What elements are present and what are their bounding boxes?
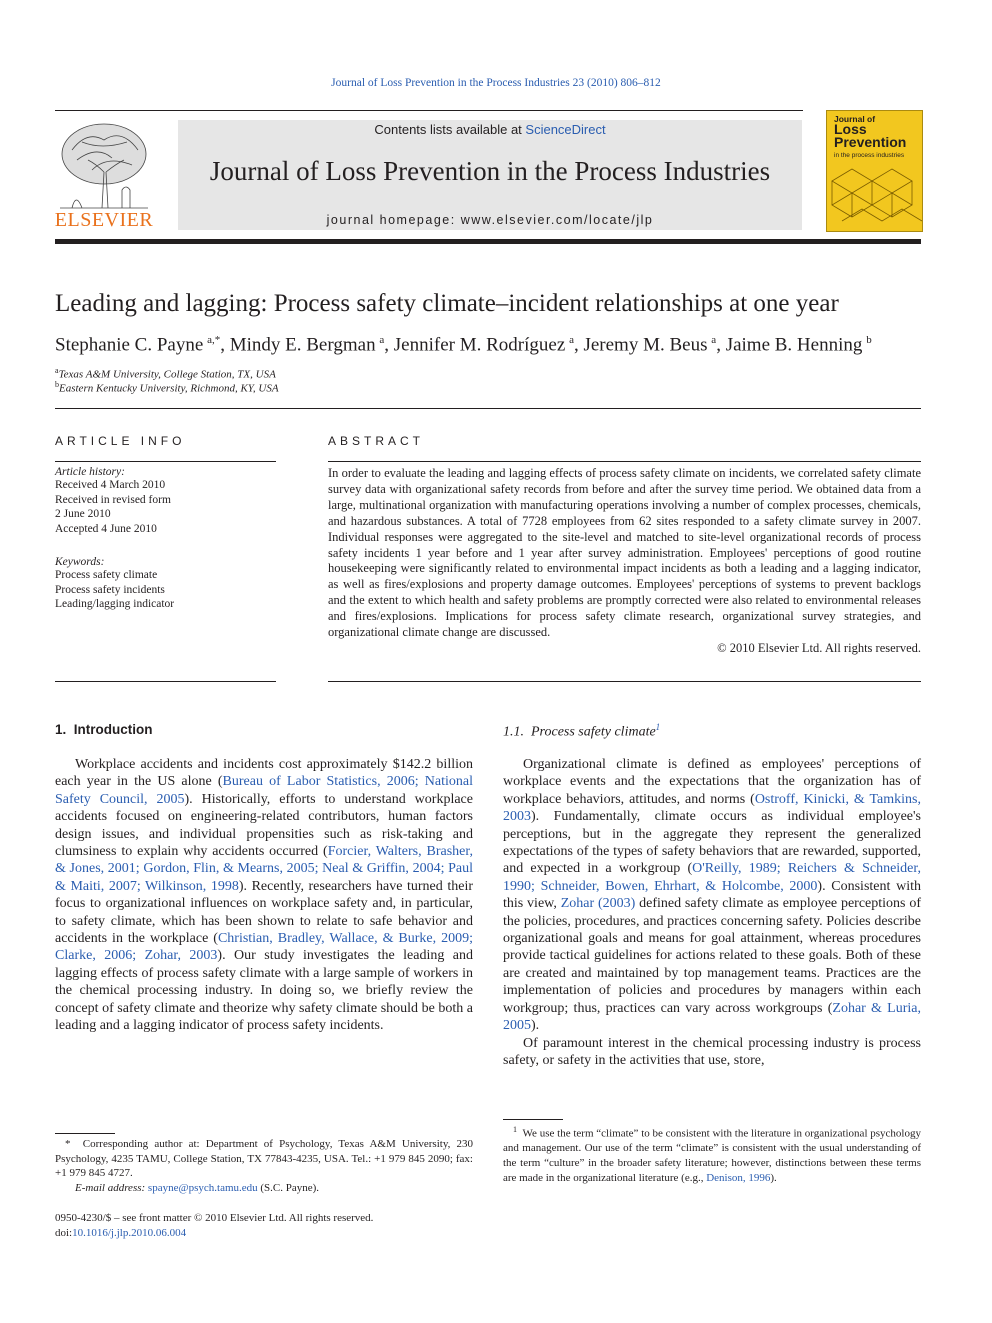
elsevier-logo (52, 120, 156, 232)
section-1-1-heading (503, 722, 660, 741)
email-note (55, 1181, 473, 1196)
footnote-rule-left (55, 1133, 115, 1134)
article-history (55, 466, 276, 536)
history-item: Received in revised form (55, 493, 171, 506)
author-list: Stephanie C. Payne $^{a,*}$, Mindy E. Bergman $^a$, Jennifer M. Rodríguez $^a$, Jeremy M. Beus $^a$, Jaime B. Henning $^b$ (55, 334, 872, 356)
text-run: ). (531, 1018, 540, 1034)
article-info-heading: ARTICLE INFO (55, 434, 186, 448)
doi-link[interactable]: 10.1016/j.jlp.2010.06.004 (72, 1226, 187, 1239)
cover-pattern-icon (827, 161, 922, 232)
intro-p1 (55, 756, 473, 1035)
section-1-1-body (503, 756, 921, 1069)
affiliation-marker: b (55, 380, 59, 389)
footnote-text: We use the term “climate” to be consistent with the literature in organizational psychology and management. Our use of the term “climate” is consistent with the usual understanding of the term “culture” in the broader safety literature; however, distinctions between these terms are made in the organizational literature (e.g., (503, 1127, 921, 1184)
section-number: 1. (55, 722, 67, 737)
corresponding-author-note (55, 1137, 473, 1181)
contents-line (178, 122, 802, 137)
affiliation-marker: a (55, 366, 59, 375)
text-run: ). Consistent with this view, (503, 878, 921, 912)
history-item: Received 4 March 2010 (55, 479, 166, 491)
section-title: Introduction (73, 722, 153, 737)
author-affiliation-marker[interactable]: a (379, 334, 385, 346)
citation-link[interactable]: Forcier, Walters, Brasher, & Jones, 2001; Gordon, Flin, & Mearns, 2005; Neal & Griffin, 2004; Paul & Maiti, 2007; Wilkinson, 1998 (55, 844, 473, 894)
title-block-rule (55, 408, 921, 409)
affiliation-b (55, 380, 279, 395)
header-top-rule (55, 110, 803, 111)
keyword-item: Process safety incidents (55, 583, 165, 596)
contents-prefix: Contents lists available at (374, 122, 526, 137)
journal-homepage (178, 213, 802, 227)
keywords (55, 556, 276, 612)
doi-label: doi: (55, 1226, 73, 1239)
elsevier-wordmark: ELSEVIER (54, 209, 154, 231)
author-name[interactable]: Stephanie C. Payne (55, 334, 204, 356)
article-info-bottom-rule (55, 681, 276, 682)
abstract-body (328, 466, 921, 657)
abstract-copyright: © 2010 Elsevier Ltd. All rights reserved. (717, 640, 921, 655)
journal-banner (178, 120, 802, 230)
author-affiliation-marker[interactable]: b (866, 334, 872, 346)
affiliation-a (55, 366, 276, 381)
history-item: Accepted 4 June 2010 (55, 522, 157, 535)
corresponding-text: Corresponding author at: Department of Psychology, Texas A&M University, 230 Psychology, 4235 TAMU, College Station, TX 77843-4235, USA. Tel.: +1 979 845 2090; fax: +1 979 845 4727. (55, 1138, 473, 1180)
footnote-ref-1[interactable]: 1 (655, 722, 661, 732)
corresponding-footnote (55, 1137, 473, 1196)
citation-link[interactable]: O'Reilly, 1989; Reichers & Schneider, 1990; Schneider, Bowen, Ehrhart, & Holcombe, 2000 (503, 861, 921, 894)
email-label: E-mail address: (75, 1182, 148, 1195)
issn-line: 0950-4230/$ – see front matter © 2010 Elsevier Ltd. All rights reserved. (55, 1212, 374, 1224)
author-affiliation-marker[interactable]: a (569, 334, 574, 346)
author-affiliation-marker[interactable]: a,* (207, 334, 221, 346)
abstract-rule (328, 461, 921, 462)
footnote-mark: * (65, 1138, 71, 1150)
doi-line (55, 1226, 473, 1241)
section-1-1-p2: Of paramount interest in the chemical processing industry is process safety, or safety in the activities that use, store, (503, 1035, 921, 1068)
footnote-1 (503, 1123, 921, 1185)
journal-citation[interactable]: Journal of Loss Prevention in the Process Industries 23 (2010) 806–812 (331, 77, 661, 89)
author-name[interactable]: Mindy E. Bergman (229, 334, 376, 356)
author-name[interactable]: Jeremy M. Beus (583, 334, 708, 356)
text-run: ). Recently, researchers have turned their focus to organizational influences on workplace safety and, in particular, to safety climate, which has been shown to relate to safe behavior and accidents in the workplace ( (55, 878, 473, 947)
text-run: ). Historically, efforts to understand workplace accidents focused on engineering-related contributors, human factors design issues, and individual propensities such as risk-taking and clumsiness to explain why accidents occurred ( (55, 791, 473, 860)
front-matter-note (55, 1211, 473, 1240)
email-link[interactable]: spayne@psych.tamu.edu (147, 1182, 258, 1195)
journal-title: Journal of Loss Prevention in the Process Industries (209, 156, 771, 186)
article-title: Leading and lagging: Process safety climate–incident relationships at one year (55, 290, 839, 317)
text-run: ). Fundamentally, climate occurs as individual employee's perceptions, but in the aggregate they represent the generalized expectations of the types of safety behaviors that are rewarded, supported, and expected in a workgroup ( (503, 809, 921, 877)
email-suffix: (S.C. Payne). (257, 1182, 320, 1195)
cover-line1: Journal of (834, 114, 876, 124)
citation-link[interactable]: Ostroff, Kinicki, & Tamkins, 2003 (503, 791, 921, 825)
text-run: Workplace accidents and incidents cost approximately $142.2 billion each year in the US alone ( (55, 757, 473, 790)
header-thick-rule (55, 239, 921, 244)
author-affiliation-marker[interactable]: a (711, 334, 717, 346)
elsevier-tree-icon (52, 120, 156, 210)
history-item: 2 June 2010 (55, 508, 111, 520)
affiliation-text: Eastern Kentucky University, Richmond, KY, USA (59, 382, 279, 395)
section-number: 1.1. (503, 724, 524, 740)
affiliation-text: Texas A&M University, College Station, TX, USA (58, 368, 276, 381)
cover-line3: in the process industries (834, 152, 905, 159)
journal-cover-thumbnail (826, 110, 923, 232)
author-name[interactable]: Jennifer M. Rodríguez (393, 334, 566, 356)
author-name[interactable]: Jaime B. Henning (725, 334, 863, 356)
keywords-label: Keywords: (55, 556, 105, 568)
citation-link[interactable]: Denison, 1996 (706, 1171, 771, 1184)
keyword-item: Process safety climate (55, 569, 158, 581)
citation-link[interactable]: Zohar (2003) (560, 896, 636, 912)
history-label: Article history: (55, 466, 125, 478)
homepage-label: journal homepage: (326, 213, 461, 227)
text-run: ). Our study investigates the leading and lagging effects of process safety climate with a large sample of workers in the chemical processing industry. In doing so, we briefly review the concept of safety climate and theorize why safety climate should be both a leading and a lagging indicator of process safety incidents. (55, 948, 473, 1034)
cover-line2: Loss Prevention (834, 121, 907, 150)
footnote-end: ). (770, 1171, 777, 1184)
section-1-1-p1 (503, 756, 921, 1035)
homepage-url[interactable]: www.elsevier.com/locate/jlp (460, 213, 654, 227)
text-run: defined safety climate as employee perceptions of the policies, procedures, and practices concerning safety. Policies describe organizational goals and means for goal attainment, whereas procedures provide tactical guidelines for actions related to these goals. Both of these are created and maintained by top management teams. Practices are the implementation of policies and procedures by managers within each workgroup; thus, practices can vary across workgroups ( (503, 896, 921, 1016)
section-1-heading (55, 722, 153, 737)
sciencedirect-link[interactable]: ScienceDirect (525, 122, 606, 137)
citation-link[interactable]: Bureau of Labor Statistics, 2006; National Safety Council, 2005 (55, 774, 473, 807)
keyword-item: Leading/lagging indicator (55, 598, 175, 610)
section-title: Process safety climate (531, 724, 656, 740)
abstract-heading: ABSTRACT (328, 434, 425, 448)
abstract-bottom-rule (328, 681, 921, 682)
footnote-mark: 1 (513, 1125, 517, 1134)
text-run: Organizational climate is defined as employees' perceptions of workplace events and the expectations that the organization has of workplace behaviors, attitudes, and norms ( (503, 757, 921, 807)
intro-paragraph (55, 756, 473, 1035)
citation-link[interactable]: Christian, Bradley, Wallace, & Burke, 2009; Clarke, 2006; Zohar, 2003 (55, 931, 473, 964)
footnote-rule-right (503, 1119, 563, 1120)
article-info-rule (55, 461, 276, 462)
citation-link[interactable]: Zohar & Luria, 2005 (503, 1000, 921, 1034)
abstract-text: In order to evaluate the leading and lagging effects of process safety climate on incidents, we correlated safety climate survey data with organizational safety records from before and after the survey time period. We obtained data from a large, multinational organization with manufacturing operations involving a number of complex processes, chemicals, and hazardous substances. A total of 7728 employees from 62 sites responded to a safety climate survey in 2007. Individual responses were aggregated to the site-level and matched to site-level organizational records of process safety incidents 1 year before and 1 year after survey administration. Employees' perceptions of good routine housekeeping were significantly related to environmental impact incidents as both a leading and a lagging indicator, as well as fires/explosions and property damage outcomes. Employees' perceptions of systems to prevent backlogs and the extent to which health and safety problems are promptly corrected were also related to environmental releases and fires/explosions. Implications for process safety climate research, organizational survey strategies, and organizational climate change are discussed. (328, 466, 921, 640)
